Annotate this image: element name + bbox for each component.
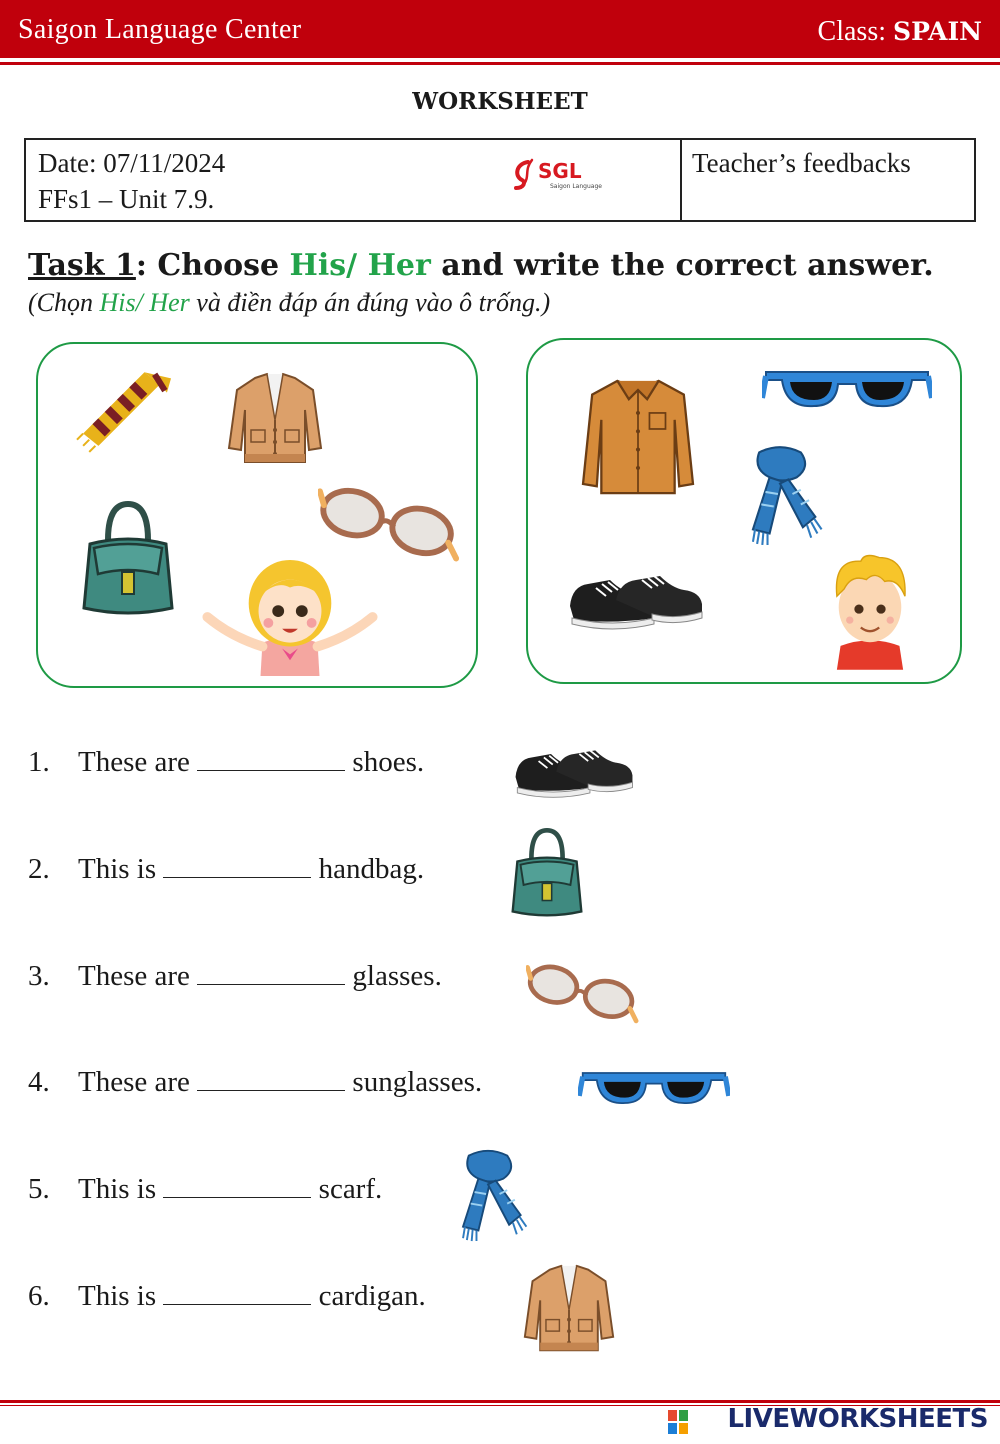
logo-subtext: Saigon Language bbox=[550, 183, 602, 190]
glasses-icon bbox=[318, 478, 466, 564]
liveworksheets-brand: LIVEWORKSHEETS bbox=[727, 1404, 988, 1434]
question-number: 1. bbox=[28, 746, 50, 778]
question-before: These are bbox=[78, 746, 190, 778]
worksheet-title: WORKSHEET bbox=[412, 88, 588, 115]
answer-blank-5[interactable] bbox=[163, 1177, 311, 1198]
blue-scarf-icon bbox=[728, 442, 832, 546]
answer-blank-4[interactable] bbox=[197, 1070, 345, 1091]
glasses-icon bbox=[526, 958, 644, 1024]
cardigan-icon bbox=[520, 1262, 618, 1358]
scarf-icon bbox=[440, 1146, 536, 1242]
sunglasses-icon bbox=[762, 364, 932, 414]
question-before: These are bbox=[78, 1066, 190, 1098]
cardigan-icon bbox=[224, 370, 326, 470]
handbag-icon bbox=[508, 826, 586, 922]
task-options: His/ Her bbox=[289, 248, 431, 283]
sunglasses-icon bbox=[578, 1066, 730, 1110]
question-5 bbox=[28, 1173, 382, 1206]
question-1 bbox=[28, 746, 424, 779]
sgl-logo bbox=[510, 154, 610, 194]
header-rule bbox=[0, 62, 1000, 65]
sneakers-icon bbox=[512, 738, 636, 800]
shirt-icon bbox=[580, 374, 696, 500]
question-4 bbox=[28, 1066, 482, 1099]
girl-icon bbox=[200, 558, 380, 676]
task-suffix: and write the correct answer. bbox=[430, 248, 934, 283]
question-before: This is bbox=[78, 1173, 157, 1205]
school-name: Saigon Language Center bbox=[18, 14, 302, 45]
class-label bbox=[818, 16, 982, 48]
unit-text: FFs1 – Unit 7.9. bbox=[38, 184, 215, 214]
boy-items-box bbox=[526, 338, 962, 684]
answer-blank-2[interactable] bbox=[163, 857, 311, 878]
question-number: 6. bbox=[28, 1280, 50, 1312]
answer-blank-6[interactable] bbox=[163, 1284, 311, 1305]
girl-items-box bbox=[36, 342, 478, 688]
task-label: Task 1 bbox=[28, 248, 136, 283]
class-name: SPAIN bbox=[893, 17, 982, 46]
boy-icon bbox=[824, 546, 916, 674]
question-before: This is bbox=[78, 1280, 157, 1312]
question-after: shoes. bbox=[352, 746, 425, 778]
vi-rest: và điền đáp án đúng vào ô trống.) bbox=[189, 288, 551, 317]
sneakers-icon bbox=[566, 562, 706, 632]
vi-options: His/ Her bbox=[99, 288, 190, 317]
info-divider bbox=[680, 140, 682, 220]
question-6 bbox=[28, 1280, 426, 1313]
task-heading bbox=[28, 248, 934, 283]
question-number: 5. bbox=[28, 1173, 50, 1205]
date-text: Date: 07/11/2024 bbox=[38, 148, 226, 178]
question-after: cardigan. bbox=[318, 1280, 426, 1312]
answer-blank-1[interactable] bbox=[197, 750, 345, 771]
class-prefix: Class: bbox=[817, 16, 887, 47]
question-number: 4. bbox=[28, 1066, 50, 1098]
question-before: These are bbox=[78, 960, 190, 992]
task-prefix: : Choose bbox=[135, 248, 290, 283]
answer-blank-3[interactable] bbox=[197, 964, 345, 985]
striped-scarf-icon bbox=[70, 362, 178, 454]
question-after: glasses. bbox=[352, 960, 442, 992]
question-after: scarf. bbox=[318, 1173, 383, 1205]
question-3 bbox=[28, 960, 442, 993]
question-before: This is bbox=[78, 853, 157, 885]
teacher-feedback-label: Teacher’s feedbacks bbox=[692, 148, 911, 178]
question-number: 3. bbox=[28, 960, 50, 992]
handbag-icon bbox=[78, 498, 178, 622]
footer-rule bbox=[0, 1400, 1000, 1403]
vi-open: (Chọn bbox=[28, 288, 100, 317]
task-instruction-vi bbox=[28, 288, 550, 318]
question-number: 2. bbox=[28, 853, 50, 885]
liveworksheets-logo-icon bbox=[668, 1410, 688, 1434]
logo-text: SGL bbox=[538, 159, 582, 183]
question-after: handbag. bbox=[318, 853, 425, 885]
question-2 bbox=[28, 853, 424, 886]
info-table bbox=[24, 138, 976, 222]
question-after: sunglasses. bbox=[352, 1066, 483, 1098]
